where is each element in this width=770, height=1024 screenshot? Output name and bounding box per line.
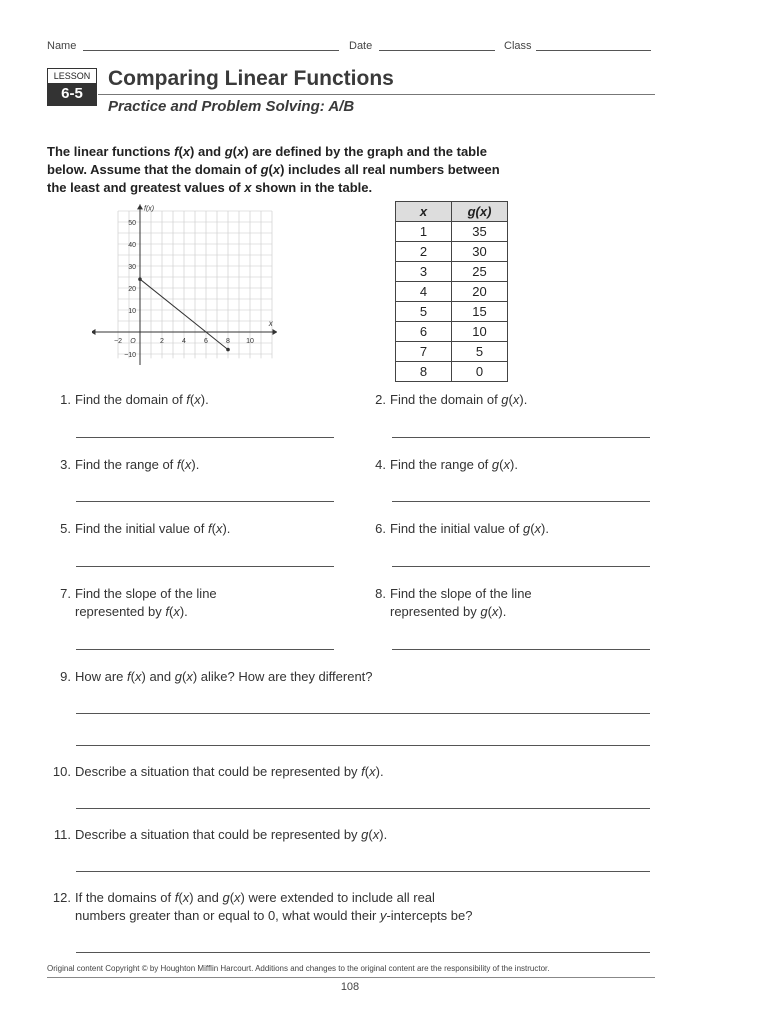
question-text-2: represented by g(x). (390, 604, 507, 619)
table-header-x: x (396, 202, 452, 222)
question-5: 5. Find the initial value of f(x). (60, 521, 231, 536)
table-cell-gx: 0 (452, 362, 508, 382)
answer-line-9b[interactable] (76, 745, 650, 746)
answer-line-1[interactable] (76, 437, 334, 438)
table-cell-x: 8 (396, 362, 452, 382)
question-7: 7. Find the slope of the line represented by f(x). (60, 586, 217, 619)
x-axis-label: x (268, 319, 273, 328)
table-cell-x: 7 (396, 342, 452, 362)
question-2: 2. Find the domain of g(x). (375, 392, 528, 407)
gx-table (395, 201, 508, 382)
table-cell-gx: 15 (452, 302, 508, 322)
x-tick-label: 8 (226, 338, 230, 345)
table-cell-x: 3 (396, 262, 452, 282)
x-tick-label: 10 (246, 338, 254, 345)
page-number: 108 (340, 981, 360, 993)
lesson-badge (47, 68, 97, 106)
y-tick-label: 40 (128, 242, 136, 249)
table-cell-gx: 5 (452, 342, 508, 362)
lesson-number: 6-5 (48, 83, 96, 105)
question-1: 1. Find the domain of f(x). (60, 392, 209, 407)
question-text: If the domains of f(x) and g(x) were extended to include all real (75, 890, 435, 905)
table-cell-x: 6 (396, 322, 452, 342)
date-field[interactable] (379, 50, 495, 51)
answer-line-2[interactable] (392, 437, 650, 438)
fx-endpoint (226, 348, 230, 352)
question-text: Find the range of f(x). (75, 457, 200, 472)
table-cell-x: 1 (396, 222, 452, 242)
x-tick-label: O (130, 338, 136, 345)
question-3: 3. Find the range of f(x). (60, 457, 200, 472)
lesson-label: LESSON (48, 69, 96, 83)
y-tick-label: 30 (128, 264, 136, 271)
page-title: Comparing Linear Functions (108, 67, 394, 90)
question-12: 12. If the domains of f(x) and g(x) were extended to include all real numbers greater than or equal to 0, what would their y-intercepts be? (52, 890, 473, 923)
class-field[interactable] (536, 50, 651, 51)
table-row (396, 342, 508, 362)
y-tick-label: 50 (128, 220, 136, 227)
intro-text: The linear functions f(x) and g(x) are defined by the graph and the table below. Assume that the domain of g(x) includes all real numbers between the least and greatest values of x shown in the table. (47, 144, 500, 195)
page-subtitle: Practice and Problem Solving: A/B (108, 98, 355, 115)
table-row (396, 242, 508, 262)
fx-endpoint (138, 277, 142, 281)
table-row (396, 282, 508, 302)
footer-rule (47, 977, 655, 978)
answer-line-10[interactable] (76, 808, 650, 809)
answer-line-7[interactable] (76, 649, 334, 650)
table-cell-x: 4 (396, 282, 452, 302)
y-tick-label: 20 (128, 286, 136, 293)
answer-line-12[interactable] (76, 952, 650, 953)
answer-line-6[interactable] (392, 566, 650, 567)
x-axis-arrow (273, 329, 278, 335)
question-11: 11. Describe a situation that could be represented by g(x). (53, 827, 388, 842)
question-4: 4. Find the range of g(x). (375, 457, 518, 472)
answer-line-5[interactable] (76, 566, 334, 567)
answer-line-8[interactable] (392, 649, 650, 650)
y-tick-label: 10 (128, 308, 136, 315)
x-tick-label: 2 (160, 338, 164, 345)
name-label: Name (47, 40, 77, 52)
answer-line-3[interactable] (76, 501, 334, 502)
date-label: Date (349, 40, 373, 52)
table-cell-gx: 30 (452, 242, 508, 262)
answer-line-9a[interactable] (76, 713, 650, 714)
table-row (396, 262, 508, 282)
question-text: Find the initial value of g(x). (390, 521, 549, 536)
x-tick-label: 6 (204, 338, 208, 345)
question-text: Find the range of g(x). (390, 457, 518, 472)
table-cell-gx: 25 (452, 262, 508, 282)
y-tick-label: −10 (124, 352, 136, 359)
y-axis-arrow (137, 204, 143, 209)
question-text-2: numbers greater than or equal to 0, what would their y-intercepts be? (75, 908, 473, 923)
table-cell-x: 5 (396, 302, 452, 322)
table-cell-gx: 35 (452, 222, 508, 242)
question-text: Describe a situation that could be represented by g(x). (75, 827, 388, 842)
question-text-2: represented by f(x). (75, 604, 188, 619)
class-label: Class (504, 40, 532, 52)
question-6: 6. Find the initial value of g(x). (375, 521, 549, 536)
x-axis-arrow-left (92, 329, 96, 335)
y-axis-label: f(x) (144, 205, 155, 213)
question-text: Find the domain of g(x). (390, 392, 528, 407)
table-header-gx: g(x) (452, 202, 508, 222)
table-row (396, 302, 508, 322)
table-row (396, 362, 508, 382)
answer-line-11[interactable] (76, 871, 650, 872)
table-cell-x: 2 (396, 242, 452, 262)
question-text: Describe a situation that could be represented by f(x). (75, 764, 384, 779)
name-field[interactable] (83, 50, 339, 51)
question-10: 10. Describe a situation that could be represented by f(x). (52, 764, 384, 779)
question-9: 9. How are f(x) and g(x) alike? How are they different? (60, 669, 373, 684)
table-row (396, 322, 508, 342)
fx-graph (92, 200, 277, 370)
table-cell-gx: 10 (452, 322, 508, 342)
answer-line-4[interactable] (392, 501, 650, 502)
question-text: How are f(x) and g(x) alike? How are they different? (75, 669, 373, 684)
question-text: Find the initial value of f(x). (75, 521, 231, 536)
table-cell-gx: 20 (452, 282, 508, 302)
x-tick-label: −2 (114, 338, 122, 345)
x-tick-label: 4 (182, 338, 186, 345)
question-8: 8. Find the slope of the line represented by g(x). (375, 586, 532, 619)
copyright-footer: Original content Copyright © by Houghton Mifflin Harcourt. Additions and changes to the original content are the responsibility of the instructor. (47, 964, 550, 973)
question-text: Find the slope of the line (390, 586, 532, 601)
table-row (396, 222, 508, 242)
title-rule (98, 94, 655, 95)
table-header-row (396, 202, 508, 222)
question-text: Find the slope of the line (75, 586, 217, 601)
graph-grid (118, 211, 272, 358)
question-text: Find the domain of f(x). (75, 392, 209, 407)
